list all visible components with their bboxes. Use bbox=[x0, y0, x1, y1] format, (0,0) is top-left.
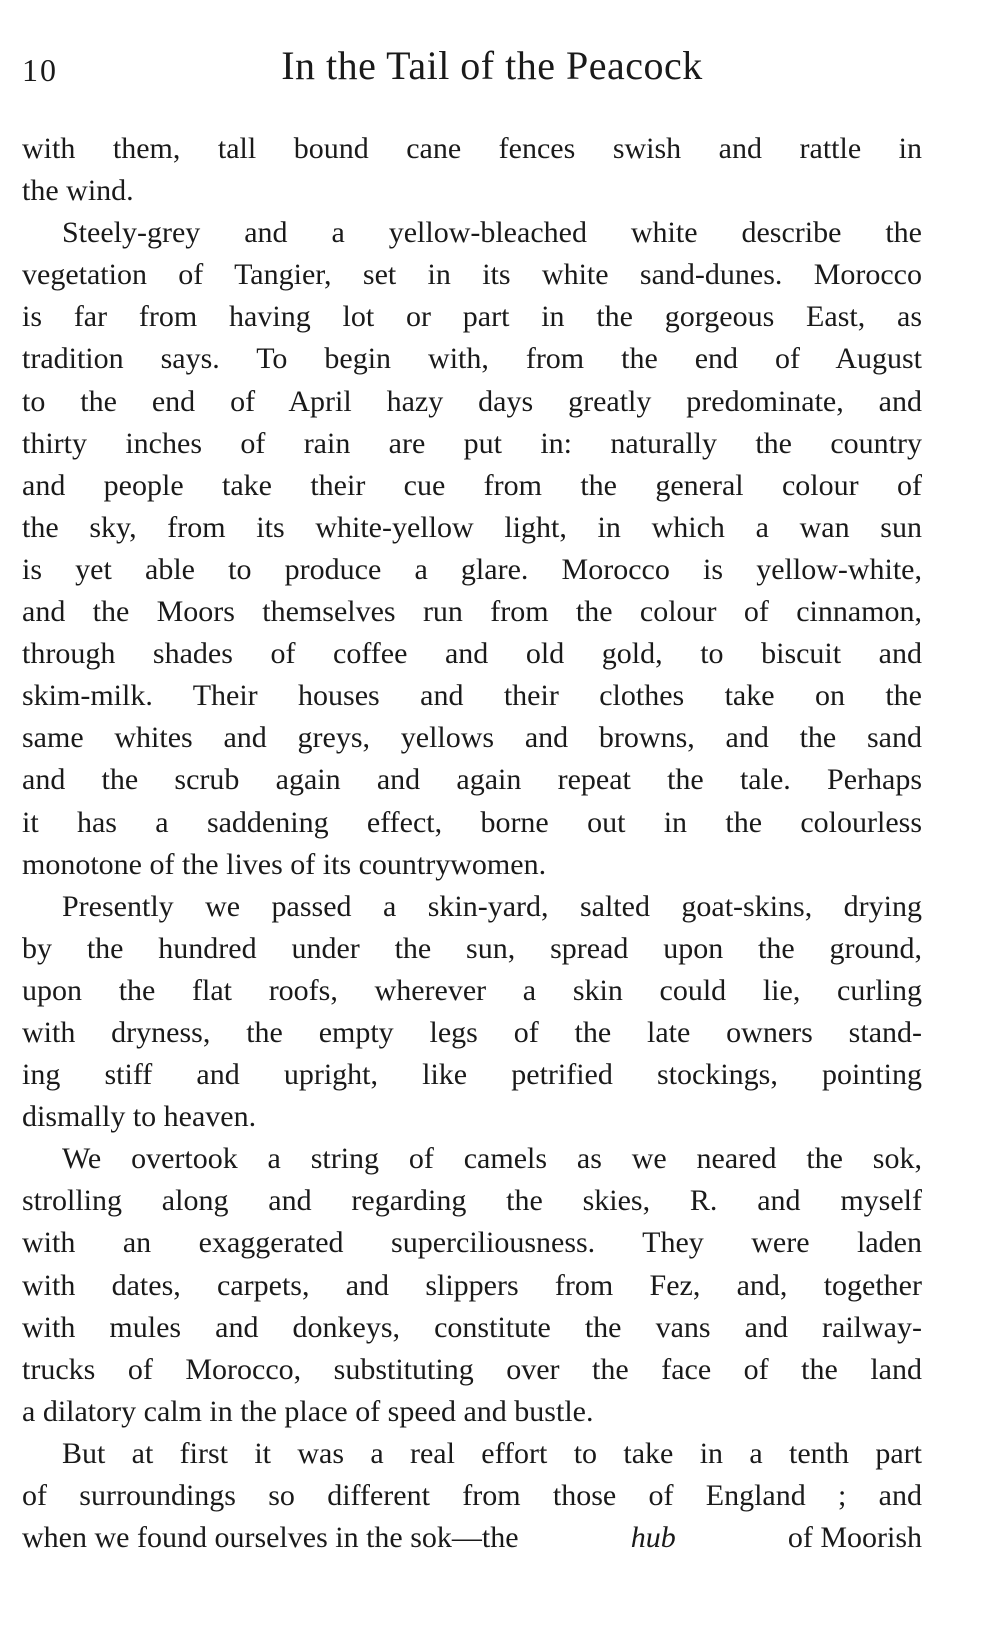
text-line: trucks of Morocco, substituting over the face of the land bbox=[22, 1352, 922, 1386]
text-line: monotone of the lives of its countrywomen. bbox=[22, 847, 547, 881]
paragraph bbox=[22, 1138, 922, 1433]
text-line: skim-milk. Their houses and their clothes take on the bbox=[22, 679, 922, 713]
text-line: strolling along and regarding the skies, R. and myself bbox=[22, 1184, 922, 1218]
text-line: it has a saddening effect, borne out in the colourless bbox=[22, 805, 922, 839]
text-line: of surroundings so different from those of England ; and bbox=[22, 1479, 922, 1512]
text-line: the wind. bbox=[22, 174, 134, 208]
text-line: dismally to heaven. bbox=[22, 1100, 257, 1134]
text-line: with dates, carpets, and slippers from Fez, and, together bbox=[22, 1268, 922, 1302]
italic-word: hub bbox=[630, 1521, 676, 1555]
text-line: vegetation of Tangier, set in its white sand-dunes. Morocco bbox=[22, 258, 922, 292]
text-line: with them, tall bound cane fences swish and rattle in bbox=[22, 132, 922, 165]
text-line: Steely-grey and a yellow-bleached white describe the bbox=[62, 216, 922, 250]
paragraph bbox=[22, 1433, 922, 1559]
text-line: and the scrub again and again repeat the tale. Perhaps bbox=[22, 763, 922, 797]
text-line: to the end of April hazy days greatly predominate, and bbox=[22, 384, 922, 418]
text-line: through shades of coffee and old gold, to biscuit and bbox=[22, 637, 922, 671]
text-line: But at first it was a real effort to take in a tenth part bbox=[62, 1436, 922, 1470]
text-segment: when we found ourselves in the sok—the bbox=[22, 1521, 527, 1555]
text-line: a dilatory calm in the place of speed and bustle. bbox=[22, 1394, 594, 1428]
text-line: same whites and greys, yellows and browns, and the sand bbox=[22, 721, 922, 755]
paragraph bbox=[22, 128, 922, 212]
text-segment: of Moorish bbox=[780, 1521, 922, 1555]
text-line: by the hundred under the sun, spread upon the ground, bbox=[22, 931, 922, 965]
text-line: Presently we passed a skin-yard, salted goat-skins, drying bbox=[62, 889, 922, 923]
text-line: is yet able to produce a glare. Morocco is yellow-white, bbox=[22, 552, 922, 586]
text-line: with dryness, the empty legs of the late owners stand- bbox=[22, 1015, 922, 1049]
text-line: upon the flat roofs, wherever a skin could lie, curling bbox=[22, 973, 922, 1007]
paragraph bbox=[22, 886, 922, 1139]
text-line: with mules and donkeys, constitute the vans and railway- bbox=[22, 1310, 922, 1344]
text-line: with an exaggerated superciliousness. They were laden bbox=[22, 1226, 922, 1260]
text-line: and people take their cue from the general colour of bbox=[22, 468, 922, 502]
text-line: tradition says. To begin with, from the end of August bbox=[22, 342, 922, 376]
text-line: ing stiff and upright, like petrified stockings, pointing bbox=[22, 1058, 922, 1092]
paragraph bbox=[22, 212, 922, 886]
text-line: and the Moors themselves run from the colour of cinnamon, bbox=[22, 595, 922, 629]
text-line: is far from having lot or part in the gorgeous East, as bbox=[22, 300, 922, 334]
text-line bbox=[22, 1517, 922, 1559]
text-line: We overtook a string of camels as we neared the sok, bbox=[62, 1142, 922, 1176]
page-body bbox=[22, 128, 922, 1559]
page-number: 10 bbox=[22, 52, 58, 88]
text-line: thirty inches of rain are put in: naturally the country bbox=[22, 426, 922, 460]
running-header bbox=[22, 42, 922, 102]
running-title: In the Tail of the Peacock bbox=[281, 43, 703, 88]
text-line: the sky, from its white-yellow light, in which a wan sun bbox=[22, 510, 922, 544]
